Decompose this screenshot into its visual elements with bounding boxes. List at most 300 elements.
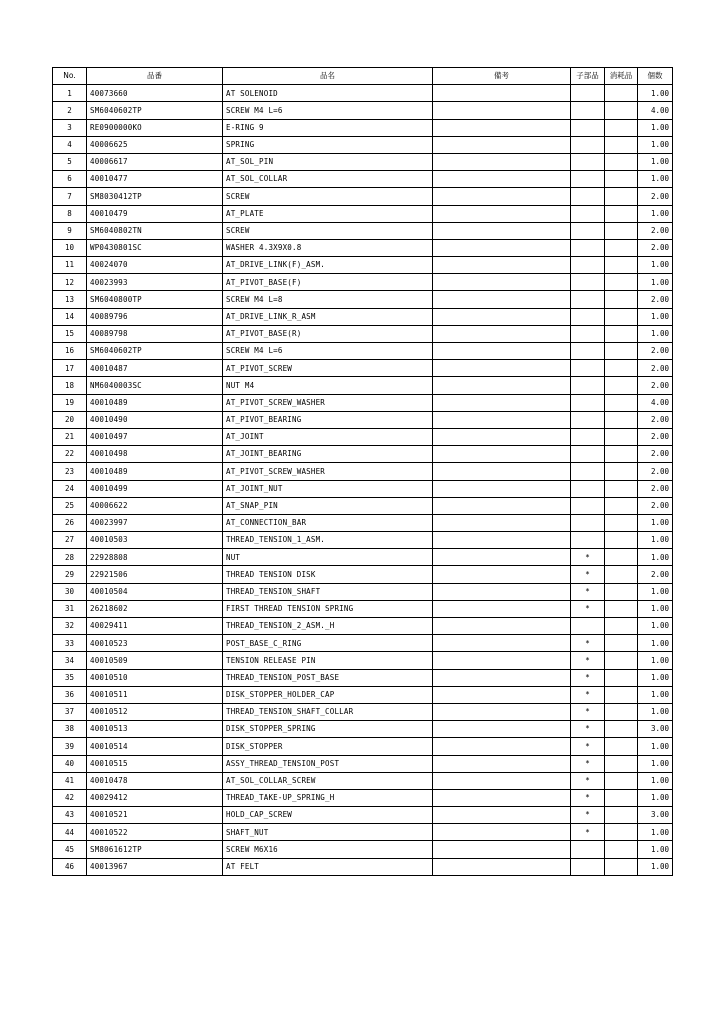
- cell-part-number: RE0900000KO: [87, 119, 223, 136]
- cell-part-number: 40010499: [87, 480, 223, 497]
- cell-sub-part-mark: [571, 411, 605, 428]
- cell-sub-part-mark: [571, 480, 605, 497]
- cell-no: 34: [53, 652, 87, 669]
- cell-quantity: 4.00: [638, 102, 673, 119]
- cell-quantity: 1.00: [638, 171, 673, 188]
- cell-consumable-mark: [605, 463, 638, 480]
- table-row: [53, 807, 673, 824]
- cell-consumable-mark: [605, 205, 638, 222]
- cell-quantity: 2.00: [638, 497, 673, 514]
- table-row: [53, 153, 673, 170]
- cell-consumable-mark: [605, 497, 638, 514]
- table-row: [53, 446, 673, 463]
- cell-remarks: [433, 411, 571, 428]
- cell-part-name: DISK_STOPPER_SPRING: [223, 721, 433, 738]
- cell-quantity: 1.00: [638, 85, 673, 102]
- cell-quantity: 1.00: [638, 841, 673, 858]
- header-part-name: 品名: [223, 68, 433, 85]
- table-row: [53, 497, 673, 514]
- cell-part-name: AT SOLENOID: [223, 85, 433, 102]
- cell-part-name: SPRING: [223, 136, 433, 153]
- table-row: [53, 325, 673, 342]
- cell-part-number: 40010487: [87, 360, 223, 377]
- cell-consumable-mark: [605, 703, 638, 720]
- cell-no: 32: [53, 618, 87, 635]
- cell-quantity: 1.00: [638, 858, 673, 875]
- cell-no: 26: [53, 514, 87, 531]
- cell-sub-part-mark: [571, 514, 605, 531]
- cell-no: 31: [53, 600, 87, 617]
- cell-part-name: AT_SOL_COLLAR: [223, 171, 433, 188]
- table-row: [53, 532, 673, 549]
- cell-no: 25: [53, 497, 87, 514]
- cell-part-name: FIRST THREAD TENSION SPRING: [223, 600, 433, 617]
- cell-quantity: 4.00: [638, 394, 673, 411]
- table-row: [53, 618, 673, 635]
- cell-consumable-mark: [605, 652, 638, 669]
- cell-part-number: 40024070: [87, 257, 223, 274]
- cell-sub-part-mark: [571, 858, 605, 875]
- cell-sub-part-mark: *: [571, 549, 605, 566]
- table-row: [53, 102, 673, 119]
- cell-part-number: 40010521: [87, 807, 223, 824]
- cell-part-number: 40073660: [87, 85, 223, 102]
- cell-quantity: 1.00: [638, 635, 673, 652]
- cell-sub-part-mark: [571, 325, 605, 342]
- cell-consumable-mark: [605, 411, 638, 428]
- cell-consumable-mark: [605, 274, 638, 291]
- table-row: [53, 119, 673, 136]
- cell-part-name: WASHER 4.3X9X0.8: [223, 239, 433, 256]
- cell-consumable-mark: [605, 669, 638, 686]
- cell-sub-part-mark: [571, 171, 605, 188]
- cell-remarks: [433, 738, 571, 755]
- cell-remarks: [433, 360, 571, 377]
- cell-part-number: 40010497: [87, 428, 223, 445]
- cell-consumable-mark: [605, 446, 638, 463]
- cell-no: 15: [53, 325, 87, 342]
- cell-sub-part-mark: *: [571, 652, 605, 669]
- cell-quantity: 1.00: [638, 325, 673, 342]
- cell-no: 45: [53, 841, 87, 858]
- cell-consumable-mark: [605, 583, 638, 600]
- cell-remarks: [433, 618, 571, 635]
- cell-no: 29: [53, 566, 87, 583]
- cell-part-number: 40010478: [87, 772, 223, 789]
- cell-part-name: AT_DRIVE_LINK(F)_ASM.: [223, 257, 433, 274]
- header-remarks: 備考: [433, 68, 571, 85]
- cell-consumable-mark: [605, 824, 638, 841]
- cell-quantity: 1.00: [638, 686, 673, 703]
- table-row: [53, 652, 673, 669]
- cell-remarks: [433, 446, 571, 463]
- cell-consumable-mark: [605, 721, 638, 738]
- cell-no: 18: [53, 377, 87, 394]
- cell-consumable-mark: [605, 841, 638, 858]
- cell-no: 20: [53, 411, 87, 428]
- cell-part-name: THREAD_TENSION_1_ASM.: [223, 532, 433, 549]
- table-row: [53, 377, 673, 394]
- cell-part-number: 40089796: [87, 308, 223, 325]
- cell-part-number: 40013967: [87, 858, 223, 875]
- cell-quantity: 1.00: [638, 824, 673, 841]
- table-row: [53, 239, 673, 256]
- cell-remarks: [433, 772, 571, 789]
- cell-sub-part-mark: [571, 428, 605, 445]
- cell-quantity: 2.00: [638, 480, 673, 497]
- cell-sub-part-mark: *: [571, 738, 605, 755]
- cell-remarks: [433, 153, 571, 170]
- cell-remarks: [433, 669, 571, 686]
- cell-remarks: [433, 308, 571, 325]
- cell-remarks: [433, 274, 571, 291]
- cell-remarks: [433, 205, 571, 222]
- cell-remarks: [433, 532, 571, 549]
- table-row: [53, 222, 673, 239]
- cell-part-name: AT_SOL_COLLAR_SCREW: [223, 772, 433, 789]
- cell-no: 39: [53, 738, 87, 755]
- cell-no: 37: [53, 703, 87, 720]
- cell-part-name: AT_PIVOT_SCREW_WASHER: [223, 463, 433, 480]
- cell-remarks: [433, 755, 571, 772]
- table-body: [53, 85, 673, 876]
- cell-no: 30: [53, 583, 87, 600]
- cell-no: 40: [53, 755, 87, 772]
- table-row: [53, 703, 673, 720]
- table-row: [53, 738, 673, 755]
- cell-sub-part-mark: *: [571, 789, 605, 806]
- cell-quantity: 2.00: [638, 463, 673, 480]
- cell-remarks: [433, 102, 571, 119]
- table-row: [53, 755, 673, 772]
- cell-part-name: SCREW: [223, 222, 433, 239]
- cell-quantity: 2.00: [638, 411, 673, 428]
- cell-part-number: 40010512: [87, 703, 223, 720]
- cell-part-name: THREAD_TAKE-UP_SPRING_H: [223, 789, 433, 806]
- table-row: [53, 583, 673, 600]
- cell-part-number: 40006617: [87, 153, 223, 170]
- cell-sub-part-mark: [571, 291, 605, 308]
- cell-remarks: [433, 514, 571, 531]
- cell-part-name: AT_PLATE: [223, 205, 433, 222]
- cell-part-number: SM6040800TP: [87, 291, 223, 308]
- cell-no: 9: [53, 222, 87, 239]
- cell-part-name: SCREW: [223, 188, 433, 205]
- cell-remarks: [433, 635, 571, 652]
- cell-no: 16: [53, 343, 87, 360]
- cell-remarks: [433, 257, 571, 274]
- cell-consumable-mark: [605, 514, 638, 531]
- cell-part-name: AT_CONNECTION_BAR: [223, 514, 433, 531]
- cell-no: 22: [53, 446, 87, 463]
- cell-no: 2: [53, 102, 87, 119]
- cell-part-number: 26218602: [87, 600, 223, 617]
- cell-no: 44: [53, 824, 87, 841]
- cell-quantity: 1.00: [638, 703, 673, 720]
- cell-sub-part-mark: [571, 841, 605, 858]
- cell-sub-part-mark: *: [571, 703, 605, 720]
- cell-part-number: 40010503: [87, 532, 223, 549]
- cell-part-name: NUT M4: [223, 377, 433, 394]
- cell-part-name: TENSION RELEASE PIN: [223, 652, 433, 669]
- cell-quantity: 1.00: [638, 308, 673, 325]
- table-row: [53, 188, 673, 205]
- cell-no: 23: [53, 463, 87, 480]
- table-row: [53, 136, 673, 153]
- cell-sub-part-mark: *: [571, 583, 605, 600]
- cell-remarks: [433, 377, 571, 394]
- cell-remarks: [433, 239, 571, 256]
- cell-part-number: NM6040003SC: [87, 377, 223, 394]
- cell-quantity: 1.00: [638, 549, 673, 566]
- cell-no: 8: [53, 205, 87, 222]
- cell-consumable-mark: [605, 188, 638, 205]
- cell-part-name: AT FELT: [223, 858, 433, 875]
- cell-sub-part-mark: [571, 85, 605, 102]
- cell-remarks: [433, 600, 571, 617]
- cell-consumable-mark: [605, 136, 638, 153]
- cell-part-number: 40010489: [87, 463, 223, 480]
- cell-part-number: SM8061612TP: [87, 841, 223, 858]
- cell-remarks: [433, 480, 571, 497]
- cell-quantity: 2.00: [638, 566, 673, 583]
- cell-sub-part-mark: *: [571, 807, 605, 824]
- table-row: [53, 343, 673, 360]
- cell-part-number: 40010504: [87, 583, 223, 600]
- cell-remarks: [433, 824, 571, 841]
- cell-sub-part-mark: [571, 257, 605, 274]
- cell-no: 36: [53, 686, 87, 703]
- cell-consumable-mark: [605, 532, 638, 549]
- cell-part-number: SM6040802TN: [87, 222, 223, 239]
- cell-part-name: POST_BASE_C_RING: [223, 635, 433, 652]
- cell-consumable-mark: [605, 738, 638, 755]
- cell-part-name: AT_SNAP_PIN: [223, 497, 433, 514]
- cell-no: 14: [53, 308, 87, 325]
- table-row: [53, 205, 673, 222]
- cell-part-name: THREAD_TENSION_SHAFT: [223, 583, 433, 600]
- cell-no: 13: [53, 291, 87, 308]
- table-row: [53, 274, 673, 291]
- cell-no: 6: [53, 171, 87, 188]
- header-consumable: 消耗品: [605, 68, 638, 85]
- cell-no: 43: [53, 807, 87, 824]
- cell-no: 41: [53, 772, 87, 789]
- cell-part-name: THREAD_TENSION_SHAFT_COLLAR: [223, 703, 433, 720]
- cell-quantity: 2.00: [638, 377, 673, 394]
- cell-sub-part-mark: *: [571, 686, 605, 703]
- cell-quantity: 1.00: [638, 652, 673, 669]
- cell-remarks: [433, 583, 571, 600]
- cell-part-name: AT_DRIVE_LINK_R_ASM: [223, 308, 433, 325]
- cell-no: 38: [53, 721, 87, 738]
- cell-consumable-mark: [605, 171, 638, 188]
- cell-part-name: AT_PIVOT_BASE(F): [223, 274, 433, 291]
- cell-part-name: THREAD TENSION DISK: [223, 566, 433, 583]
- cell-no: 28: [53, 549, 87, 566]
- table-row: [53, 514, 673, 531]
- cell-quantity: 1.00: [638, 274, 673, 291]
- cell-part-name: HOLD_CAP_SCREW: [223, 807, 433, 824]
- cell-quantity: 1.00: [638, 119, 673, 136]
- cell-sub-part-mark: [571, 274, 605, 291]
- cell-part-name: AT_PIVOT_SCREW_WASHER: [223, 394, 433, 411]
- cell-remarks: [433, 325, 571, 342]
- table-header-row: [53, 68, 673, 85]
- cell-consumable-mark: [605, 428, 638, 445]
- cell-part-name: AT_SOL_PIN: [223, 153, 433, 170]
- cell-part-number: WP0430801SC: [87, 239, 223, 256]
- cell-part-name: AT_JOINT_NUT: [223, 480, 433, 497]
- cell-part-name: SCREW M6X16: [223, 841, 433, 858]
- cell-remarks: [433, 428, 571, 445]
- cell-part-name: ASSY_THREAD_TENSION_POST: [223, 755, 433, 772]
- cell-consumable-mark: [605, 257, 638, 274]
- cell-quantity: 2.00: [638, 428, 673, 445]
- cell-no: 11: [53, 257, 87, 274]
- cell-part-name: SCREW M4 L=6: [223, 343, 433, 360]
- cell-no: 24: [53, 480, 87, 497]
- cell-quantity: 1.00: [638, 772, 673, 789]
- cell-consumable-mark: [605, 772, 638, 789]
- cell-consumable-mark: [605, 566, 638, 583]
- table-row: [53, 600, 673, 617]
- table-row: [53, 257, 673, 274]
- cell-sub-part-mark: [571, 360, 605, 377]
- cell-remarks: [433, 171, 571, 188]
- table-row: [53, 291, 673, 308]
- cell-remarks: [433, 291, 571, 308]
- cell-part-number: 40010490: [87, 411, 223, 428]
- cell-quantity: 2.00: [638, 360, 673, 377]
- cell-part-name: E-RING 9: [223, 119, 433, 136]
- cell-remarks: [433, 463, 571, 480]
- cell-consumable-mark: [605, 85, 638, 102]
- table-row: [53, 841, 673, 858]
- cell-sub-part-mark: [571, 618, 605, 635]
- cell-part-number: SM8030412TP: [87, 188, 223, 205]
- cell-part-name: SCREW M4 L=8: [223, 291, 433, 308]
- cell-quantity: 1.00: [638, 257, 673, 274]
- table-row: [53, 308, 673, 325]
- cell-sub-part-mark: *: [571, 721, 605, 738]
- table-row: [53, 463, 673, 480]
- cell-quantity: 1.00: [638, 669, 673, 686]
- cell-quantity: 2.00: [638, 446, 673, 463]
- cell-part-name: AT_PIVOT_BASE(R): [223, 325, 433, 342]
- table-row: [53, 669, 673, 686]
- cell-sub-part-mark: *: [571, 635, 605, 652]
- cell-quantity: 1.00: [638, 514, 673, 531]
- cell-part-number: 40010513: [87, 721, 223, 738]
- cell-sub-part-mark: [571, 136, 605, 153]
- cell-no: 5: [53, 153, 87, 170]
- table-row: [53, 566, 673, 583]
- table-row: [53, 789, 673, 806]
- cell-part-number: 40010522: [87, 824, 223, 841]
- cell-consumable-mark: [605, 807, 638, 824]
- table-row: [53, 411, 673, 428]
- cell-part-number: SM6040602TP: [87, 102, 223, 119]
- cell-part-name: AT_PIVOT_BEARING: [223, 411, 433, 428]
- cell-sub-part-mark: [571, 377, 605, 394]
- cell-sub-part-mark: [571, 222, 605, 239]
- cell-quantity: 1.00: [638, 789, 673, 806]
- cell-part-number: 40029412: [87, 789, 223, 806]
- cell-no: 1: [53, 85, 87, 102]
- cell-sub-part-mark: [571, 343, 605, 360]
- cell-consumable-mark: [605, 239, 638, 256]
- header-part-number: 品番: [87, 68, 223, 85]
- cell-remarks: [433, 566, 571, 583]
- cell-sub-part-mark: *: [571, 824, 605, 841]
- table-row: [53, 394, 673, 411]
- header-no: No.: [53, 68, 87, 85]
- cell-consumable-mark: [605, 377, 638, 394]
- table-row: [53, 858, 673, 875]
- cell-sub-part-mark: [571, 497, 605, 514]
- cell-sub-part-mark: [571, 394, 605, 411]
- cell-no: 42: [53, 789, 87, 806]
- cell-quantity: 1.00: [638, 136, 673, 153]
- cell-consumable-mark: [605, 755, 638, 772]
- cell-no: 17: [53, 360, 87, 377]
- cell-sub-part-mark: [571, 239, 605, 256]
- cell-part-number: 40010479: [87, 205, 223, 222]
- cell-remarks: [433, 136, 571, 153]
- cell-sub-part-mark: *: [571, 772, 605, 789]
- cell-sub-part-mark: [571, 308, 605, 325]
- cell-part-name: NUT: [223, 549, 433, 566]
- cell-part-number: 40089798: [87, 325, 223, 342]
- cell-part-name: THREAD_TENSION_POST_BASE: [223, 669, 433, 686]
- cell-consumable-mark: [605, 153, 638, 170]
- cell-sub-part-mark: *: [571, 669, 605, 686]
- cell-no: 46: [53, 858, 87, 875]
- cell-quantity: 2.00: [638, 239, 673, 256]
- cell-quantity: 2.00: [638, 343, 673, 360]
- cell-consumable-mark: [605, 600, 638, 617]
- cell-part-number: 40010515: [87, 755, 223, 772]
- cell-quantity: 1.00: [638, 153, 673, 170]
- cell-consumable-mark: [605, 360, 638, 377]
- cell-part-name: AT_PIVOT_SCREW: [223, 360, 433, 377]
- cell-remarks: [433, 85, 571, 102]
- cell-quantity: 1.00: [638, 205, 673, 222]
- cell-quantity: 1.00: [638, 600, 673, 617]
- cell-remarks: [433, 841, 571, 858]
- cell-consumable-mark: [605, 394, 638, 411]
- cell-no: 35: [53, 669, 87, 686]
- cell-remarks: [433, 497, 571, 514]
- cell-consumable-mark: [605, 119, 638, 136]
- cell-part-name: THREAD_TENSION_2_ASM._H: [223, 618, 433, 635]
- cell-no: 21: [53, 428, 87, 445]
- cell-quantity: 2.00: [638, 188, 673, 205]
- cell-remarks: [433, 188, 571, 205]
- cell-consumable-mark: [605, 102, 638, 119]
- cell-part-number: 40010510: [87, 669, 223, 686]
- cell-no: 10: [53, 239, 87, 256]
- cell-consumable-mark: [605, 480, 638, 497]
- cell-quantity: 1.00: [638, 532, 673, 549]
- header-quantity: 個数: [638, 68, 673, 85]
- table-row: [53, 721, 673, 738]
- cell-quantity: 1.00: [638, 583, 673, 600]
- cell-sub-part-mark: *: [571, 600, 605, 617]
- cell-remarks: [433, 858, 571, 875]
- cell-quantity: 2.00: [638, 222, 673, 239]
